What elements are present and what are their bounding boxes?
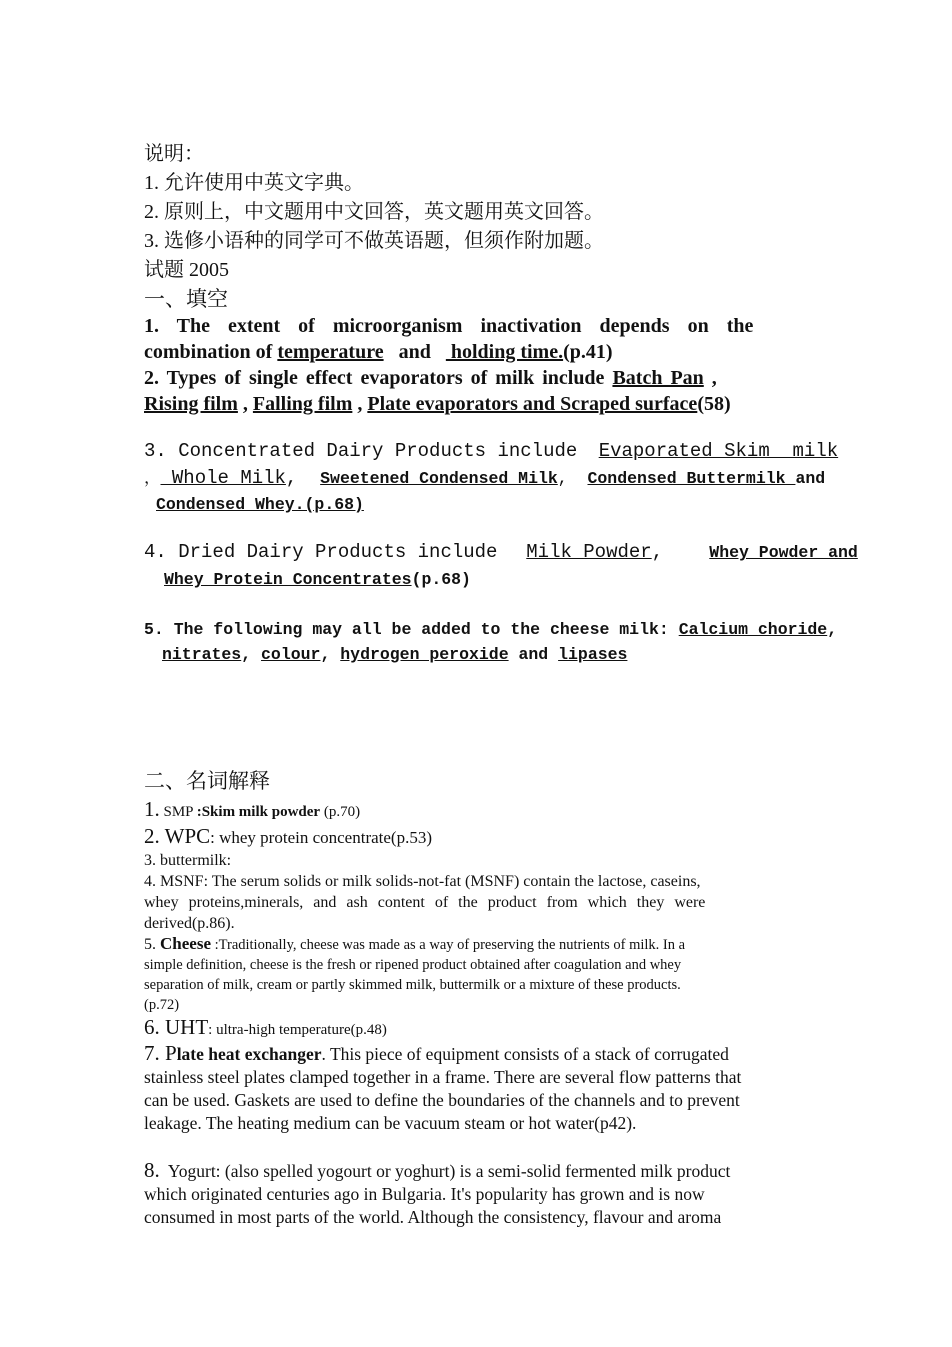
exam-title: 试题 2005 (144, 259, 229, 281)
q3-pre: 3. Concentrated Dairy Products include (144, 440, 589, 462)
q4-line2 (144, 567, 810, 593)
q1-line1 (144, 313, 810, 339)
q2-ref: (58) (697, 393, 731, 415)
q1-text: 1. The extent of microorganism inactivation depends on the (144, 315, 754, 337)
term-plate-heat-exchanger (144, 1042, 810, 1135)
q3-answer-sweetened: Sweetened Condensed Milk (320, 469, 558, 488)
q2-sep1: , (703, 367, 717, 389)
term-wpc-num: 2. WPC (144, 824, 211, 848)
term-yogurt-line3: consumed in most parts of the world. Although the consistency, flavour and aroma (144, 1207, 722, 1227)
term-uht-num: 6. UHT (144, 1015, 209, 1039)
term-smp-label: SMP (159, 804, 197, 820)
instructions-heading: 说明： (144, 143, 204, 165)
term-msnf (144, 871, 810, 934)
q5-answer-nitrates: nitrates (162, 645, 242, 664)
q3-sep1: ， (144, 469, 161, 488)
question-2 (144, 365, 810, 417)
term-phe-line1 (144, 1042, 810, 1066)
q3-answer-whole-milk: Whole Milk (160, 467, 286, 489)
term-smp (144, 797, 810, 824)
definitions-list (144, 797, 810, 1229)
term-uht (144, 1015, 810, 1042)
term-yogurt (144, 1159, 810, 1229)
term-wpc (144, 824, 810, 850)
q5-sep3: , (320, 645, 341, 664)
term-phe-line2: stainless steel plates clamped together in a frame. There are several flow patterns that (144, 1067, 742, 1087)
q4-sep1: , (651, 541, 698, 563)
question-1 (144, 313, 810, 365)
q2-sep2: , (237, 393, 253, 415)
term-cheese-line1 (144, 934, 810, 955)
term-cheese-line4: (p.72) (144, 997, 180, 1013)
term-phe-def1: . This piece of equipment consists of a stack of corrugated (321, 1044, 729, 1064)
term-yogurt-line2: which originated centuries ago in Bulgaria. It's popularity has grown and is now (144, 1184, 705, 1204)
question-4 (144, 538, 858, 593)
question-3 (144, 437, 839, 518)
term-phe-num: 7. P (144, 1041, 177, 1065)
q4-pre: 4. Dried Dairy Products include (144, 541, 521, 563)
instruction-item-2: 2. 原则上，中文题用中文回答，英文题用英文回答。 (144, 201, 604, 223)
term-yogurt-num: 8. (144, 1158, 160, 1182)
term-phe-label: late heat exchanger (176, 1044, 322, 1064)
instruction-item-3: 3. 选修小语种的同学可不做英语题，但须作附加题。 (144, 230, 604, 252)
section-fill-blank-title: 一、填空 (144, 287, 228, 311)
q3-answer-evaporated-skim: Evaporated Skim milk (598, 440, 839, 462)
question-5 (144, 617, 838, 667)
q5-pre: 5. The following may all be added to the cheese milk: (144, 620, 679, 639)
term-smp-num: 1. (144, 797, 160, 821)
q5-and: and (508, 645, 559, 664)
term-yogurt-def1: Yogurt: (also spelled yogourt or yoghurt) is a semi-solid fermented milk product (159, 1161, 731, 1181)
term-yogurt-line1 (144, 1159, 810, 1183)
term-phe-line4: leakage. The heating medium can be vacuum steam or hot water(p42). (144, 1113, 637, 1133)
term-cheese-line3: separation of milk, cream or partly skimmed milk, buttermilk or a mixture of these products. (144, 977, 681, 993)
term-cheese-line2: simple definition, cheese is the fresh or ripened product obtained after coagulation and whey (144, 957, 682, 973)
term-msnf-line2: whey proteins,minerals, and ash content of the product from which they were (144, 894, 706, 911)
term-cheese-def1: :Traditionally, cheese was made as a way of preserving the nutrients of milk. In a (210, 937, 686, 953)
q3-sep2: , (285, 467, 321, 489)
q3-line2 (144, 465, 826, 492)
q2-pre: 2. Types of single effect evaporators of milk include (144, 367, 613, 389)
q5-answer-calcium: Calcium choride (678, 620, 828, 639)
q3-sep3: , (557, 469, 588, 488)
q5-answer-colour: colour (261, 645, 321, 664)
term-uht-def: : ultra-high temperature(p.48) (208, 1022, 387, 1038)
term-smp-ref: (p.70) (320, 804, 361, 820)
q3-line1 (144, 437, 839, 465)
q4-answer-whey-protein: Whey Protein Concentrates (164, 570, 412, 589)
term-wpc-def: : whey protein concentrate(p.53) (210, 828, 432, 847)
q3-answer-condensed-whey: Condensed Whey.(p.68) (156, 495, 364, 514)
term-cheese-label: Cheese (160, 934, 211, 953)
instruction-item-1: 1. 允许使用中英文字典。 (144, 172, 364, 194)
term-msnf-line1: 4. MSNF: The serum solids or milk solids-not-fat (MSNF) contain the lactose, caseins, (144, 873, 701, 890)
term-smp-def: :Skim milk powder (196, 804, 321, 820)
document-page (144, 140, 858, 1229)
q4-ref: (p.68) (411, 570, 471, 589)
q1-ref: (p.41) (563, 341, 613, 363)
q5-sep2: , (241, 645, 262, 664)
q2-answer-rising-film: Rising film (144, 393, 238, 415)
instructions-block (144, 140, 810, 285)
section-definitions-title: 二、名词解释 (144, 769, 270, 793)
term-cheese (144, 934, 810, 1015)
q2-line2 (144, 391, 810, 417)
q1-answer-holding-time: holding time. (445, 341, 564, 363)
q2-answer-falling-film: Falling film (252, 393, 353, 415)
q1-pre: combination of (144, 341, 278, 363)
q5-answer-lipases: lipases (558, 645, 628, 664)
term-buttermilk: 3. buttermilk: (144, 852, 232, 869)
q4-answer-whey-powder: Whey Powder and (709, 543, 858, 562)
q4-answer-milk-powder: Milk Powder (526, 541, 652, 563)
q1-line2 (144, 339, 810, 365)
q5-line2 (144, 642, 810, 667)
q3-line3 (144, 492, 810, 518)
term-msnf-line3: derived(p.86). (144, 915, 235, 932)
q2-answer-batch-pan: Batch Pan (612, 367, 704, 389)
q2-sep3: , (352, 393, 368, 415)
q4-line1 (144, 538, 858, 567)
q1-answer-temperature: temperature (277, 341, 384, 363)
q1-mid: and (383, 341, 446, 363)
q5-sep1: , (827, 620, 838, 639)
term-cheese-num: 5. (144, 936, 160, 953)
q2-line1 (144, 365, 810, 391)
term-phe-line3: can be used. Gaskets are used to define the boundaries of the channels and to prevent (144, 1090, 740, 1110)
q5-line1 (144, 617, 838, 642)
q3-answer-condensed-buttermilk: Condensed Buttermilk (587, 469, 796, 488)
q5-answer-hydrogen-peroxide: hydrogen peroxide (340, 645, 509, 664)
q3-and: and (795, 469, 826, 488)
q2-answer-plate-evaporators: Plate evaporators and Scraped surface (367, 393, 698, 415)
